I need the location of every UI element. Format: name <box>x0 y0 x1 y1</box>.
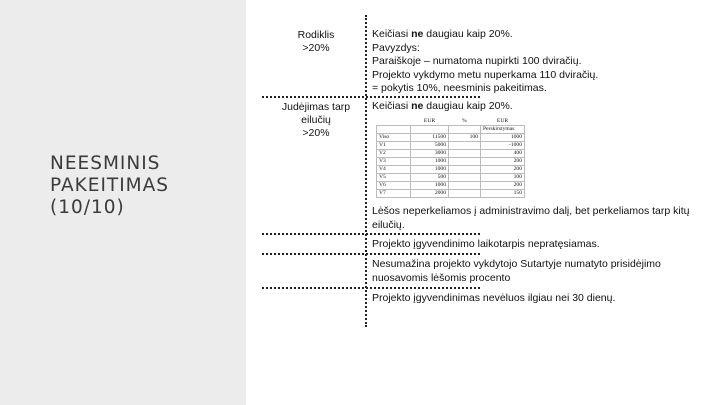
line-planned: Paraiškoje – numatoma nupirkti 100 dviračių. <box>372 55 582 67</box>
divider-2 <box>262 233 480 235</box>
divider-3 <box>262 253 480 255</box>
mini-table-header: EUR % EUR <box>423 118 509 125</box>
condition-delay: Projekto įgyvendinimas nevėluos ilgiau nei 30 dienų. <box>372 292 616 304</box>
line-result: = pokytis 10%, neesminis pakeitimas. <box>372 82 547 94</box>
vertical-divider <box>365 15 367 327</box>
table-row: V1 5000 -1000 <box>377 142 525 150</box>
row-label-rodiklis: Rodiklis >20% <box>297 29 335 54</box>
judejimas-text: Keičiasi ne daugiau kaip 20%. <box>372 100 513 112</box>
table-row: V5 500 100 <box>377 174 525 182</box>
table-row: V2 3000 400 <box>377 150 525 158</box>
rodiklis-text <box>372 28 598 96</box>
slide-title: NEESMINIS PAKEITIMAS (10/10) <box>50 153 170 218</box>
line-rule: Keičiasi ne daugiau kaip 20%. <box>372 28 513 40</box>
table-row: V3 1000 200 <box>377 158 525 166</box>
table-row: V7 2000 150 <box>377 190 525 198</box>
condition-period: Projekto įgyvendinimo laikotarpis nepratęsiamas. <box>372 238 600 250</box>
funds-transfer-note: Lėšos neperkeliamos į administravimo dalį, bet perkeliamos tarp kitų eilučių. <box>372 205 690 231</box>
line-actual: Projekto vykdymo metu nuperkama 110 dviračių. <box>372 68 599 81</box>
mini-table-subheader: Perskirstymas <box>377 126 525 134</box>
table-row: V6 1000 200 <box>377 182 525 190</box>
line-example-label: Pavyzdys: <box>372 41 420 54</box>
row-label-judejimas: Judėjimas tarp eilučių >20% <box>281 101 351 139</box>
condition-contribution: Nesumažina projekto vykdytojo Sutartyje numatyto prisidėjimo nuosavomis lėšomis procento <box>372 258 661 284</box>
table-row: Viso 11500 100 1000 <box>377 134 525 142</box>
reallocation-table <box>376 118 526 198</box>
divider-1 <box>262 96 480 98</box>
table-row: V4 1000 200 <box>377 166 525 174</box>
divider-4 <box>262 287 480 289</box>
